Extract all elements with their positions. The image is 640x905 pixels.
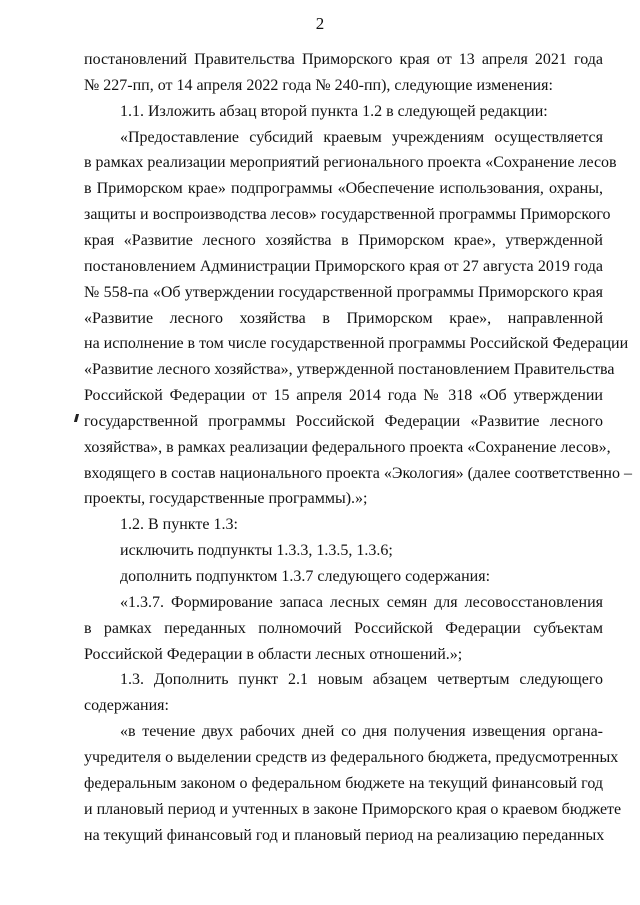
text-line: учредителя о выделении средств из федерального бюджета, предусмотренных [84,748,619,766]
text-line: хозяйства», в рамках реализации федерального проекта «Сохранение лесов», [84,438,611,456]
text-line: в рамках реализации мероприятий регионального проекта «Сохранение лесов [84,154,617,172]
text-line: Российской Федерации в области лесных отношений.»; [84,645,463,663]
text-line: «Развитие лесного хозяйства», утвержденной постановлением Правительства [84,361,615,379]
text-line: защиты и воспроизводства лесов» государственной программы Приморского [84,206,611,224]
page-number: 2 [315,14,325,33]
text-line: № 558-па «Об утверждении государственной программы Приморского края [84,283,603,301]
text-line: «Развитие лесного хозяйства в Приморском крае», направленной [84,309,603,327]
margin-mark [74,414,79,422]
text-line: № 227-пп, от 14 апреля 2022 года № 240-пп), следующие изменения: [84,76,553,94]
text-line: в рамках переданных полномочий Российской Федерации субъектам [84,619,603,637]
text-line: исключить подпункты 1.3.3, 1.3.5, 1.3.6; [120,542,393,560]
text-line: 1.1. Изложить абзац второй пункта 1.2 в следующей редакции: [120,102,548,120]
text-line: постановлений Правительства Приморского края от 13 апреля 2021 года [84,51,603,68]
text-line: федеральным законом о федеральном бюджете на текущий финансовый год [84,774,603,792]
text-line: входящего в состав национального проекта «Экология» (далее соответственно – [84,464,632,482]
text-line: 1.3. Дополнить пункт 2.1 новым абзацем четвертым следующего [120,671,603,689]
text-line: 1.2. В пункте 1.3: [120,516,238,534]
text-line: проекты, государственные программы).»; [84,490,368,508]
text-line: Российской Федерации от 15 апреля 2014 года № 318 «Об утверждении [84,387,603,405]
text-line: постановлением Администрации Приморского края от 27 августа 2019 года [84,257,603,275]
text-line: государственной программы Российской Федерации «Развитие лесного [84,412,603,430]
text-line: дополнить подпунктом 1.3.7 следующего содержания: [120,568,491,585]
text-line: в Приморском крае» подпрограммы «Обеспечение использования, охраны, [84,180,603,198]
text-line: края «Развитие лесного хозяйства в Приморском крае», утвержденной [84,231,603,249]
text-line: и плановый период и учтенных в законе Приморского края о краевом бюджете [84,800,622,818]
text-line: «Предоставление субсидий краевым учреждениям осуществляется [120,128,603,146]
text-line: «в течение двух рабочих дней со дня получения извещения органа- [120,723,603,741]
text-line: на текущий финансовый год и плановый период на реализацию переданных [84,826,605,844]
text-line: на исполнение в том числе государственной программы Российской Федерации [84,335,629,353]
text-line: «1.3.7. Формирование запаса лесных семян для лесовосстановления [120,593,603,611]
text-line: содержания: [84,697,169,715]
